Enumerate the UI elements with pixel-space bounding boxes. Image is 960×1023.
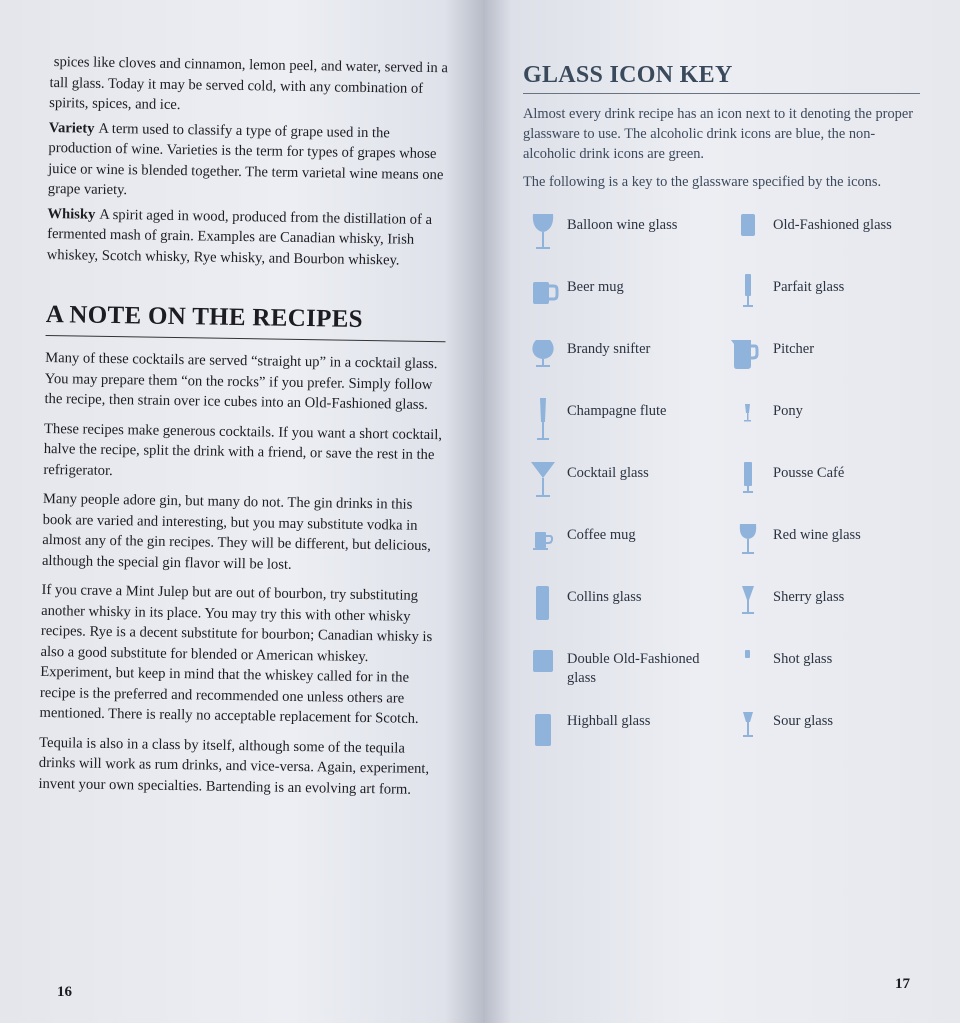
pitcher-icon: [729, 334, 769, 382]
glass-entry: [523, 396, 717, 458]
definition-text: A term used to classify a type of grape used in the production of wine. Varieties is the term for types of grapes whose juice or wine is blended together. The term varietal wine means one grape variety.: [47, 120, 444, 199]
paragraph: These recipes make generous cocktails. If you want a short cocktail, halve the recipe, split the drink with a friend, or save the rest in the refrigerator.: [43, 420, 443, 479]
glass-entry: [725, 334, 923, 396]
section-title: A NOTE ON THE RECIPES: [46, 301, 447, 342]
highball-glass-icon: [523, 706, 563, 754]
glass-name: Cocktail glass: [567, 465, 649, 481]
shot-glass-icon: [729, 644, 769, 692]
old-fashioned-glass-icon: [729, 210, 769, 258]
glass-entry: [523, 458, 717, 520]
glass-name: Highball glass: [567, 713, 651, 729]
paragraph: Many of these cocktails are served “straight up” in a cocktail glass. You may prepare them “on the rocks” if you prefer. Simply follow the recipe, then strain over ice cubes into an Old-Fashioned glass.: [44, 349, 438, 413]
glass-name: Shot glass: [773, 651, 833, 667]
glass-key-intro: [523, 104, 920, 192]
glass-column-left: [523, 210, 717, 768]
definition-term: Variety: [48, 119, 95, 137]
parfait-glass-icon: [729, 272, 769, 320]
glass-name: Pitcher: [773, 341, 815, 357]
glass-entry: [725, 520, 923, 582]
collins-glass-icon: [523, 582, 563, 630]
paragraph: If you crave a Mint Julep but are out of bourbon, try substituting another whisky in its place. You may try this with other whisky recipes. Rye is a decent substitute for bourbon; Canadian whisky is also a good substitute for blended or American whiskey. Experiment, but keep in mind that the whiskey called for in the recipe is the preferred and recommended one unless others are mentioned. There is really no acceptable replacement for Scotch.: [39, 581, 433, 727]
coffee-mug-icon: [523, 520, 563, 568]
glass-name: Old-Fashioned glass: [773, 217, 892, 233]
double-old-fashioned-glass-icon: [523, 644, 563, 692]
glass-icon-grid: [523, 210, 920, 768]
champagne-flute-icon: [523, 396, 563, 444]
intro-paragraph: The following is a key to the glassware specified by the icons.: [523, 174, 882, 190]
glass-entry: [523, 520, 717, 582]
glass-name: Beer mug: [567, 279, 624, 295]
glass-name: Sherry glass: [773, 589, 845, 605]
left-page-content: [38, 52, 450, 800]
definition-entry: [49, 52, 450, 120]
paragraph: Tequila is also in a class by itself, although some of the tequila drinks will work as rum drinks, and vice-versa. Again, experiment, invent your own specialties. Bartending is an evolving art form.: [38, 734, 430, 798]
glass-name: Brandy snifter: [567, 341, 651, 357]
glass-key-title: GLASS ICON KEY: [523, 62, 920, 94]
glass-entry: [523, 272, 717, 334]
definition-term: Whisky: [47, 205, 96, 223]
glass-name: Sour glass: [773, 713, 834, 729]
beer-mug-icon: [523, 272, 563, 320]
glossary-definitions: [47, 52, 450, 271]
pousse-cafe-glass-icon: [729, 458, 769, 506]
cocktail-glass-icon: [523, 458, 563, 506]
pony-glass-icon: [729, 396, 769, 444]
glass-name: Collins glass: [567, 589, 642, 605]
intro-paragraph: Almost every drink recipe has an icon next to it denoting the proper glassware to use. The alcoholic drink icons are blue, the non-alcoholic drink icons are green.: [523, 106, 914, 162]
glass-entry: [523, 334, 717, 396]
definition-text: A spirit aged in wood, produced from the distillation of a fermented mash of grain. Examples are Canadian whisky, Irish whiskey, Scotch whisky, Rye whisky, and Bourbon whiskey.: [46, 206, 433, 269]
glass-name: Coffee mug: [567, 527, 636, 543]
glass-name: Parfait glass: [773, 279, 845, 295]
glass-entry: [725, 458, 923, 520]
page-number: 17: [895, 976, 910, 992]
glass-entry: [725, 396, 923, 458]
glass-entry: [523, 644, 717, 706]
glass-name: Pony: [773, 403, 803, 419]
glass-entry: [725, 272, 923, 334]
glass-name: Double Old-Fashioned glass: [567, 651, 700, 686]
glass-entry: [523, 706, 717, 768]
glass-entry: [523, 210, 717, 272]
right-page: [483, 0, 960, 1023]
glass-entry: [725, 582, 923, 644]
brandy-snifter-icon: [523, 334, 563, 382]
glass-entry: [725, 210, 923, 272]
glass-name: Red wine glass: [773, 527, 861, 543]
paragraph: Many people adore gin, but many do not. The gin drinks in this book are varied and interesting, but you may substitute vodka in almost any of the gin recipes. They will be different, but delicious, although the special gin flavor will be lost.: [41, 490, 431, 573]
glass-name: Champagne flute: [567, 403, 667, 419]
definition-entry: [48, 117, 449, 205]
recipes-note: [38, 348, 445, 800]
glass-entry: [523, 582, 717, 644]
glass-column-right: [725, 210, 923, 768]
sherry-glass-icon: [729, 582, 769, 630]
definition-entry: [47, 203, 448, 271]
glass-entry: [725, 706, 923, 768]
glass-name: Balloon wine glass: [567, 217, 678, 233]
glass-entry: [725, 644, 923, 706]
red-wine-glass-icon: [729, 520, 769, 568]
definition-text: spices like cloves and cinnamon, lemon peel, and water, served in a tall glass. Today it may be served cold, with any combination of spirits, spices, and ice.: [49, 54, 449, 114]
balloon-wine-glass-icon: [523, 210, 563, 258]
sour-glass-icon: [729, 706, 769, 754]
page-number: 16: [57, 984, 72, 1000]
glass-name: Pousse Café: [773, 465, 845, 481]
